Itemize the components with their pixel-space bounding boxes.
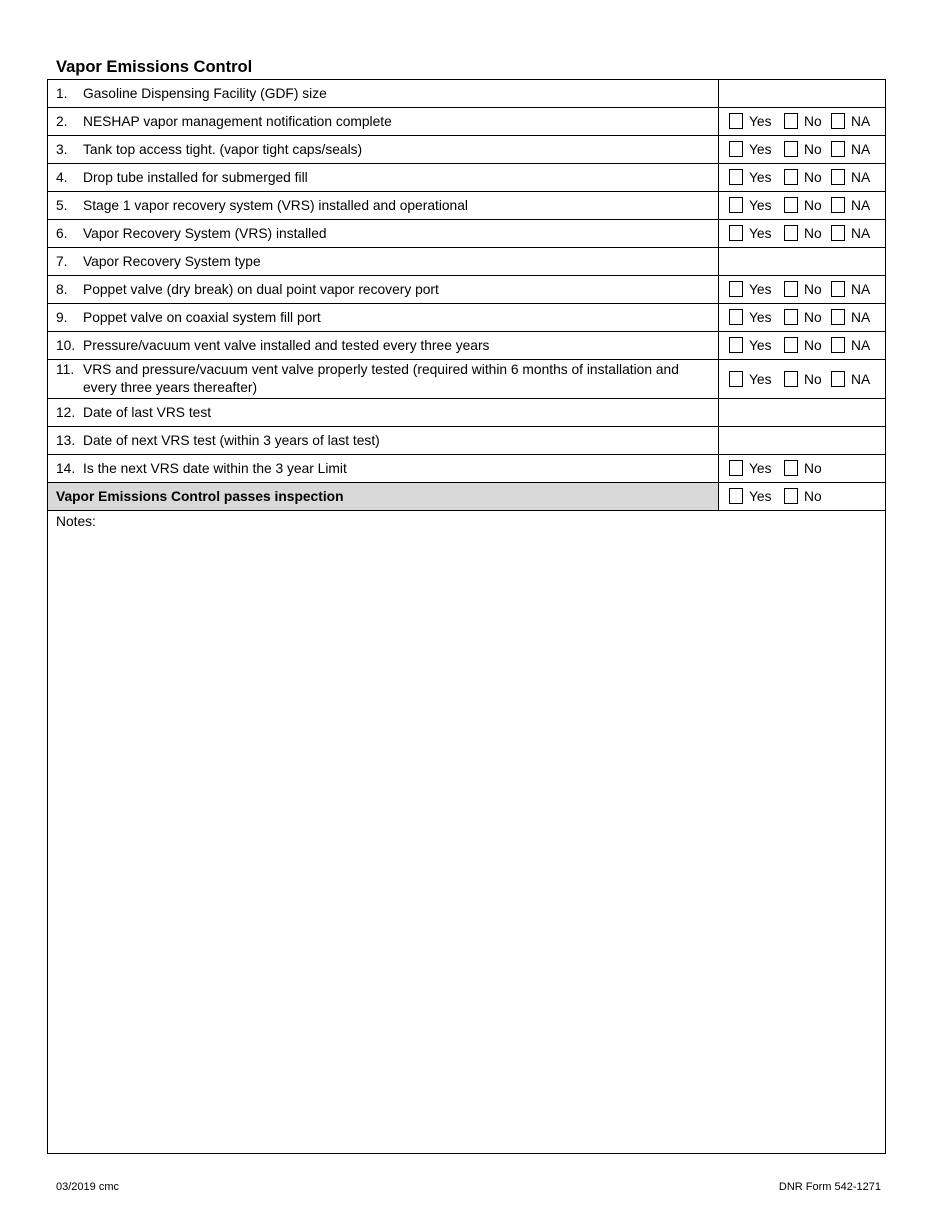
no-checkbox[interactable] — [784, 337, 822, 353]
no-checkbox[interactable] — [784, 371, 822, 387]
checklist-row — [48, 399, 885, 427]
row-options — [719, 192, 885, 219]
row-options — [719, 136, 885, 163]
row-options — [719, 220, 885, 247]
no-checkbox[interactable] — [784, 460, 822, 476]
yes-checkbox[interactable] — [729, 113, 772, 129]
checkbox-box[interactable] — [729, 488, 743, 504]
row-number: 9. — [56, 310, 68, 325]
row-number: 6. — [56, 226, 68, 241]
row-text: Date of next VRS test (within 3 years of last test) — [83, 433, 380, 448]
row-text: Stage 1 vapor recovery system (VRS) installed and operational — [83, 198, 468, 213]
gdf-size-field[interactable] — [719, 80, 885, 107]
na-label: NA — [851, 141, 871, 157]
no-label: No — [804, 460, 822, 476]
na-checkbox[interactable] — [831, 113, 870, 129]
yes-checkbox[interactable] — [729, 197, 772, 213]
yes-label: Yes — [749, 197, 772, 213]
na-label: NA — [851, 371, 871, 387]
checkbox-box[interactable] — [784, 197, 798, 213]
row-description — [48, 360, 719, 398]
no-label: No — [804, 225, 822, 241]
row-number: 1. — [56, 86, 68, 101]
checkbox-box[interactable] — [831, 371, 845, 387]
checklist-row — [48, 455, 885, 483]
next-vrs-test-date-field[interactable] — [719, 427, 885, 454]
yes-checkbox[interactable] — [729, 371, 772, 387]
yes-label: Yes — [749, 337, 772, 353]
inspection-form — [47, 79, 886, 1154]
yes-checkbox[interactable] — [729, 488, 772, 504]
na-label: NA — [851, 309, 871, 325]
checklist-row — [48, 80, 885, 108]
row-number: 14. — [56, 461, 76, 476]
checkbox-box[interactable] — [729, 337, 743, 353]
row-number: 5. — [56, 198, 68, 213]
row-text: Date of last VRS test — [83, 405, 212, 420]
no-checkbox[interactable] — [784, 169, 822, 185]
notes-label: Notes: — [56, 514, 96, 529]
row-options — [719, 332, 885, 359]
row-options — [719, 360, 885, 398]
checkbox-box[interactable] — [784, 113, 798, 129]
yes-label: Yes — [749, 169, 772, 185]
checkbox-box[interactable] — [729, 309, 743, 325]
row-number: 4. — [56, 170, 68, 185]
row-text: Gasoline Dispensing Facility (GDF) size — [83, 86, 327, 101]
checklist-row — [48, 427, 885, 455]
no-label: No — [804, 488, 822, 504]
row-description — [48, 136, 719, 163]
row-text: Vapor Recovery System (VRS) installed — [83, 226, 327, 241]
no-checkbox[interactable] — [784, 488, 822, 504]
row-description — [48, 427, 719, 454]
no-label: No — [804, 113, 822, 129]
yes-label: Yes — [749, 371, 772, 387]
na-checkbox[interactable] — [831, 371, 870, 387]
row-number: 7. — [56, 254, 68, 269]
checkbox-box[interactable] — [729, 197, 743, 213]
yes-checkbox[interactable] — [729, 141, 772, 157]
row-number: 12. — [56, 405, 76, 420]
na-checkbox[interactable] — [831, 225, 870, 241]
yes-label: Yes — [749, 225, 772, 241]
yes-checkbox[interactable] — [729, 281, 772, 297]
checkbox-box[interactable] — [831, 169, 845, 185]
summary-options — [719, 483, 885, 510]
row-description — [48, 399, 719, 426]
row-text: Pressure/vacuum vent valve installed and tested every three years — [83, 338, 490, 353]
row-options — [719, 304, 885, 331]
summary-row — [48, 483, 885, 511]
no-checkbox[interactable] — [784, 141, 822, 157]
checklist-row — [48, 332, 885, 360]
checkbox-box[interactable] — [729, 281, 743, 297]
row-text: NESHAP vapor management notification complete — [83, 114, 392, 129]
checkbox-box[interactable] — [729, 169, 743, 185]
checkbox-box[interactable] — [784, 460, 798, 476]
checkbox-box[interactable] — [784, 371, 798, 387]
checkbox-box[interactable] — [831, 309, 845, 325]
yes-label: Yes — [749, 141, 772, 157]
na-checkbox[interactable] — [831, 197, 870, 213]
yes-label: Yes — [749, 488, 772, 504]
row-text: Vapor Recovery System type — [83, 254, 261, 269]
na-checkbox[interactable] — [831, 337, 870, 353]
row-number: 11. — [56, 362, 75, 377]
no-label: No — [804, 371, 822, 387]
checklist-row — [48, 108, 885, 136]
no-checkbox[interactable] — [784, 225, 822, 241]
checkbox-box[interactable] — [784, 309, 798, 325]
row-text: Drop tube installed for submerged fill — [83, 170, 308, 185]
footer-revision: 03/2019 cmc — [56, 1181, 119, 1193]
row-description — [48, 80, 719, 107]
row-description — [48, 108, 719, 135]
na-label: NA — [851, 337, 871, 353]
checkbox-box[interactable] — [831, 337, 845, 353]
checklist-row — [48, 220, 885, 248]
checkbox-box[interactable] — [729, 371, 743, 387]
checklist-row — [48, 164, 885, 192]
no-checkbox[interactable] — [784, 309, 822, 325]
section-title: Vapor Emissions Control — [56, 58, 253, 76]
checkbox-box[interactable] — [729, 141, 743, 157]
row-options — [719, 455, 885, 482]
no-label: No — [804, 197, 822, 213]
checkbox-box[interactable] — [831, 225, 845, 241]
row-number: 13. — [56, 433, 76, 448]
no-label: No — [804, 141, 822, 157]
footer-form-number: DNR Form 542-1271 — [778, 1181, 881, 1193]
row-description — [48, 332, 719, 359]
checkbox-box[interactable] — [831, 141, 845, 157]
checkbox-box[interactable] — [784, 281, 798, 297]
yes-label: Yes — [749, 113, 772, 129]
yes-checkbox[interactable] — [729, 169, 772, 185]
yes-checkbox[interactable] — [729, 225, 772, 241]
summary-description — [48, 483, 719, 510]
checkbox-box[interactable] — [784, 141, 798, 157]
na-label: NA — [851, 225, 871, 241]
no-label: No — [804, 281, 822, 297]
row-description — [48, 455, 719, 482]
yes-label: Yes — [749, 281, 772, 297]
checkbox-box[interactable] — [784, 337, 798, 353]
row-number: 8. — [56, 282, 68, 297]
checkbox-box[interactable] — [784, 488, 798, 504]
na-checkbox[interactable] — [831, 169, 870, 185]
checkbox-box[interactable] — [784, 169, 798, 185]
yes-checkbox[interactable] — [729, 309, 772, 325]
row-description — [48, 192, 719, 219]
row-description — [48, 220, 719, 247]
na-label: NA — [851, 169, 871, 185]
row-options — [719, 164, 885, 191]
no-checkbox[interactable] — [784, 113, 822, 129]
checklist-row — [48, 248, 885, 276]
yes-checkbox[interactable] — [729, 460, 772, 476]
yes-label: Yes — [749, 309, 772, 325]
checkbox-box[interactable] — [784, 225, 798, 241]
row-description — [48, 304, 719, 331]
row-text: VRS and pressure/vacuum vent valve properly tested (required within 6 months of installation and every three years thereafter) — [83, 362, 679, 395]
row-text: Is the next VRS date within the 3 year Limit — [83, 461, 347, 476]
checklist-row — [48, 276, 885, 304]
checklist-row — [48, 360, 885, 399]
na-checkbox[interactable] — [831, 281, 870, 297]
checkbox-box[interactable] — [729, 225, 743, 241]
summary-text: Vapor Emissions Control passes inspection — [56, 489, 344, 504]
yes-label: Yes — [749, 460, 772, 476]
na-label: NA — [851, 281, 871, 297]
row-options — [719, 108, 885, 135]
checkbox-box[interactable] — [729, 460, 743, 476]
na-label: NA — [851, 197, 871, 213]
na-label: NA — [851, 113, 871, 129]
no-label: No — [804, 169, 822, 185]
row-number: 3. — [56, 142, 68, 157]
row-options — [719, 276, 885, 303]
vrs-type-field[interactable] — [719, 248, 885, 275]
checkbox-box[interactable] — [831, 113, 845, 129]
checkbox-box[interactable] — [729, 113, 743, 129]
checklist-row — [48, 136, 885, 164]
checkbox-box[interactable] — [831, 281, 845, 297]
checkbox-box[interactable] — [831, 197, 845, 213]
row-number: 2. — [56, 114, 68, 129]
no-label: No — [804, 309, 822, 325]
na-checkbox[interactable] — [831, 309, 870, 325]
checklist-row — [48, 192, 885, 220]
row-description — [48, 276, 719, 303]
last-vrs-test-date-field[interactable] — [719, 399, 885, 426]
row-description — [48, 164, 719, 191]
row-text: Poppet valve on coaxial system fill port — [83, 310, 321, 325]
checklist-row — [48, 304, 885, 332]
yes-checkbox[interactable] — [729, 337, 772, 353]
row-number: 10. — [56, 338, 76, 353]
row-text: Poppet valve (dry break) on dual point vapor recovery port — [83, 282, 439, 297]
row-text: Tank top access tight. (vapor tight caps/seals) — [83, 142, 363, 157]
no-checkbox[interactable] — [784, 197, 822, 213]
no-label: No — [804, 337, 822, 353]
row-description — [48, 248, 719, 275]
no-checkbox[interactable] — [784, 281, 822, 297]
na-checkbox[interactable] — [831, 141, 870, 157]
